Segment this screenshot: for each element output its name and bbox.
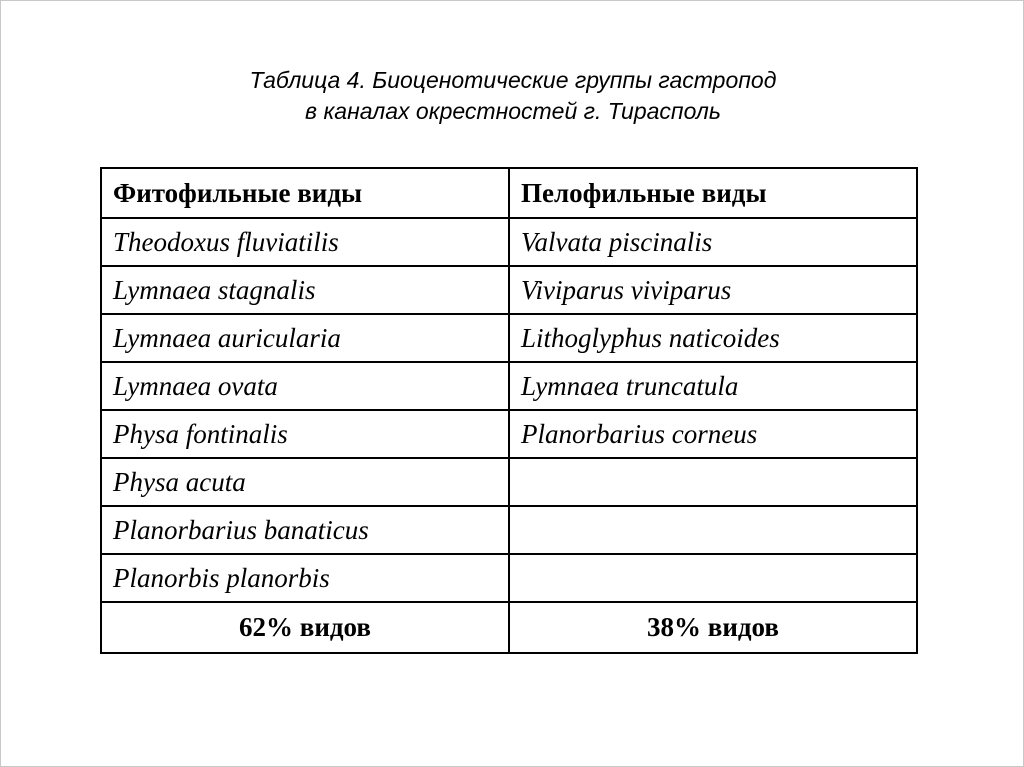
table-row xyxy=(101,554,917,602)
phytophilic-species-cell: Physa fontinalis xyxy=(101,410,509,458)
table-row xyxy=(101,362,917,410)
phytophilic-species-cell: Lymnaea stagnalis xyxy=(101,266,509,314)
pelophilic-species-cell: Lithoglyphus naticoides xyxy=(509,314,917,362)
table-caption xyxy=(1,65,1024,127)
pelophilic-species-cell xyxy=(509,506,917,554)
table-row xyxy=(101,410,917,458)
table-row xyxy=(101,458,917,506)
caption-line-1: Таблица 4. Биоценотические группы гастропод xyxy=(249,67,777,93)
table-row xyxy=(101,314,917,362)
pelophilic-species-cell xyxy=(509,554,917,602)
species-table xyxy=(100,167,918,654)
phytophilic-species-cell: Lymnaea ovata xyxy=(101,362,509,410)
pelophilic-species-cell: Lymnaea truncatula xyxy=(509,362,917,410)
table-header-row xyxy=(101,168,917,218)
phytophilic-species-cell: Lymnaea auricularia xyxy=(101,314,509,362)
header-phytophilic: Фитофильные виды xyxy=(101,168,509,218)
phytophilic-species-cell: Planorbarius banaticus xyxy=(101,506,509,554)
pelophilic-total: 38% видов xyxy=(509,602,917,653)
table-row xyxy=(101,266,917,314)
phytophilic-species-cell: Theodoxus fluviatilis xyxy=(101,218,509,266)
phytophilic-species-cell: Physa acuta xyxy=(101,458,509,506)
table-row xyxy=(101,506,917,554)
phytophilic-species-cell: Planorbis planorbis xyxy=(101,554,509,602)
pelophilic-species-cell xyxy=(509,458,917,506)
pelophilic-species-cell: Planorbarius corneus xyxy=(509,410,917,458)
phytophilic-total: 62% видов xyxy=(101,602,509,653)
header-pelophilic: Пелофильные виды xyxy=(509,168,917,218)
pelophilic-species-cell: Viviparus viviparus xyxy=(509,266,917,314)
table-totals-row xyxy=(101,602,917,653)
caption-line-2: в каналах окрестностей г. Тирасполь xyxy=(305,98,721,124)
table-row xyxy=(101,218,917,266)
pelophilic-species-cell: Valvata piscinalis xyxy=(509,218,917,266)
